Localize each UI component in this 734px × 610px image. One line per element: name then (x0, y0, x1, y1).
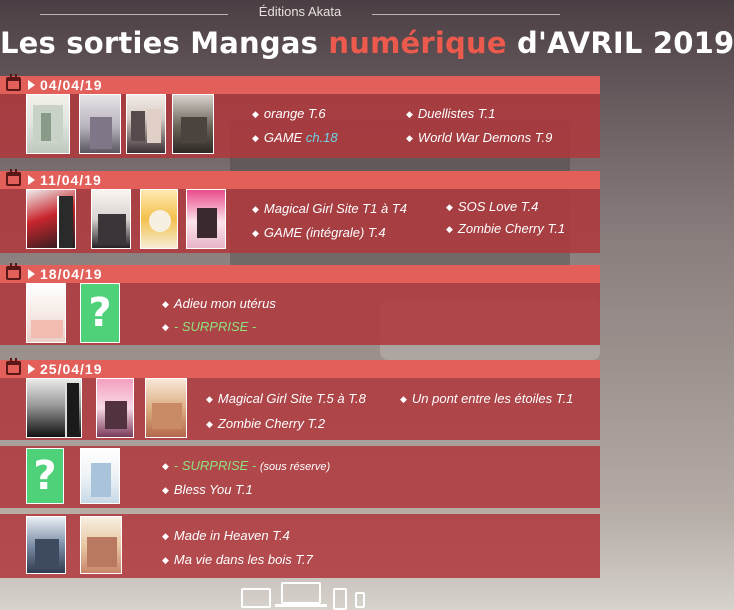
calendar-icon (6, 266, 21, 280)
release-item[interactable]: ◆ SOS Love T.4 (446, 199, 539, 214)
release-item[interactable]: ◆ Ma vie dans les bois T.7 (162, 552, 313, 567)
diamond-bullet-icon: ◆ (252, 204, 259, 214)
release-block (0, 283, 600, 345)
section-date: 18/04/19 (40, 266, 103, 282)
diamond-bullet-icon: ◆ (252, 109, 259, 119)
play-arrow-icon (28, 269, 35, 279)
release-item[interactable]: ◆ Bless You T.1 (162, 482, 253, 497)
release-item[interactable]: ◆ Made in Heaven T.4 (162, 528, 290, 543)
release-block (0, 189, 600, 253)
cover-orange[interactable] (26, 94, 70, 154)
diamond-bullet-icon: ◆ (252, 228, 259, 238)
diamond-bullet-icon: ◆ (406, 133, 413, 143)
diamond-bullet-icon: ◆ (162, 485, 169, 495)
tablet-icon (241, 588, 271, 608)
release-item[interactable]: ◆ World War Demons T.9 (406, 130, 553, 145)
cover-world-war-demons[interactable] (172, 94, 214, 154)
section-date: 11/04/19 (40, 172, 102, 188)
release-item[interactable]: ◆ Un pont entre les étoiles T.1 (400, 391, 574, 406)
cover-zombie-cherry-2[interactable] (96, 378, 134, 438)
release-item[interactable]: ◆ GAME ch.18 (252, 130, 338, 145)
page-title (0, 26, 734, 60)
surprise-cover[interactable]: ? (80, 283, 120, 343)
play-arrow-icon (28, 364, 35, 374)
diamond-bullet-icon: ◆ (206, 394, 213, 404)
release-item[interactable]: ◆ GAME (intégrale) T.4 (252, 225, 386, 240)
diamond-bullet-icon: ◆ (162, 531, 169, 541)
release-item[interactable]: ◆ orange T.6 (252, 106, 326, 121)
diamond-bullet-icon: ◆ (400, 394, 407, 404)
section-header-18-04 (0, 265, 600, 283)
title-accent: numérique (328, 26, 507, 60)
cover-sos-love[interactable] (140, 189, 178, 249)
calendar-icon (6, 361, 21, 375)
release-block (0, 446, 600, 508)
release-item[interactable]: ◆ - SURPRISE - (sous réserve) (162, 458, 331, 473)
diamond-bullet-icon: ◆ (162, 322, 169, 332)
cover-made-in-heaven[interactable] (26, 516, 66, 574)
laptop-icon (281, 582, 321, 604)
phone-icon (333, 588, 347, 610)
diamond-bullet-icon: ◆ (446, 224, 453, 234)
release-item[interactable]: ◆ Magical Girl Site T1 à T4 (252, 201, 407, 216)
surprise-cover[interactable]: ? (26, 448, 64, 504)
calendar-icon (6, 172, 21, 186)
title-part1: Les sorties Mangas (0, 26, 319, 60)
release-item[interactable]: ◆ Zombie Cherry T.2 (206, 416, 326, 431)
laptop-base (275, 604, 327, 607)
cover-duellistes[interactable] (126, 94, 166, 154)
cover-un-pont-entre-les-etoiles[interactable] (145, 378, 187, 438)
title-part2: d'AVRIL 2019 (516, 26, 734, 60)
release-block (0, 378, 600, 440)
cover-magical-girl-site-vol5[interactable] (26, 378, 82, 438)
device-icons (241, 582, 371, 610)
chapter-highlight: ch.18 (305, 130, 338, 145)
release-item[interactable]: ◆ Adieu mon utérus (162, 296, 276, 311)
cover-game-integrale[interactable] (91, 189, 131, 249)
diamond-bullet-icon: ◆ (206, 419, 213, 429)
cover-bless-you[interactable] (80, 448, 120, 504)
calendar-icon (6, 77, 21, 91)
cover-adieu-mon-uterus[interactable] (26, 283, 66, 343)
section-date: 25/04/19 (40, 361, 103, 377)
release-item[interactable]: ◆ Zombie Cherry T.1 (446, 221, 566, 236)
section-header-04-04 (0, 76, 600, 94)
diamond-bullet-icon: ◆ (446, 202, 453, 212)
diamond-bullet-icon: ◆ (162, 299, 169, 309)
play-arrow-icon (28, 175, 35, 185)
diamond-bullet-icon: ◆ (162, 555, 169, 565)
publisher-name: Éditions Akata (258, 4, 342, 19)
surprise-note: (sous réserve) (259, 461, 331, 473)
play-arrow-icon (28, 80, 35, 90)
diamond-bullet-icon: ◆ (162, 461, 169, 471)
diamond-bullet-icon: ◆ (252, 133, 259, 143)
release-item[interactable]: ◆ - SURPRISE - (162, 319, 257, 334)
diamond-bullet-icon: ◆ (406, 109, 413, 119)
release-block (0, 94, 600, 158)
smartphone-icon (355, 592, 365, 608)
cover-zombie-cherry[interactable] (186, 189, 226, 249)
release-item[interactable]: ◆ Duellistes T.1 (406, 106, 496, 121)
release-block (0, 514, 600, 578)
section-date: 04/04/19 (40, 77, 103, 93)
cover-game[interactable] (79, 94, 121, 154)
cover-magical-girl-site[interactable] (26, 189, 76, 249)
cover-ma-vie-dans-les-bois[interactable] (80, 516, 122, 574)
section-header-25-04 (0, 360, 600, 378)
section-header-11-04 (0, 171, 600, 189)
release-item[interactable]: ◆ Magical Girl Site T.5 à T.8 (206, 391, 366, 406)
